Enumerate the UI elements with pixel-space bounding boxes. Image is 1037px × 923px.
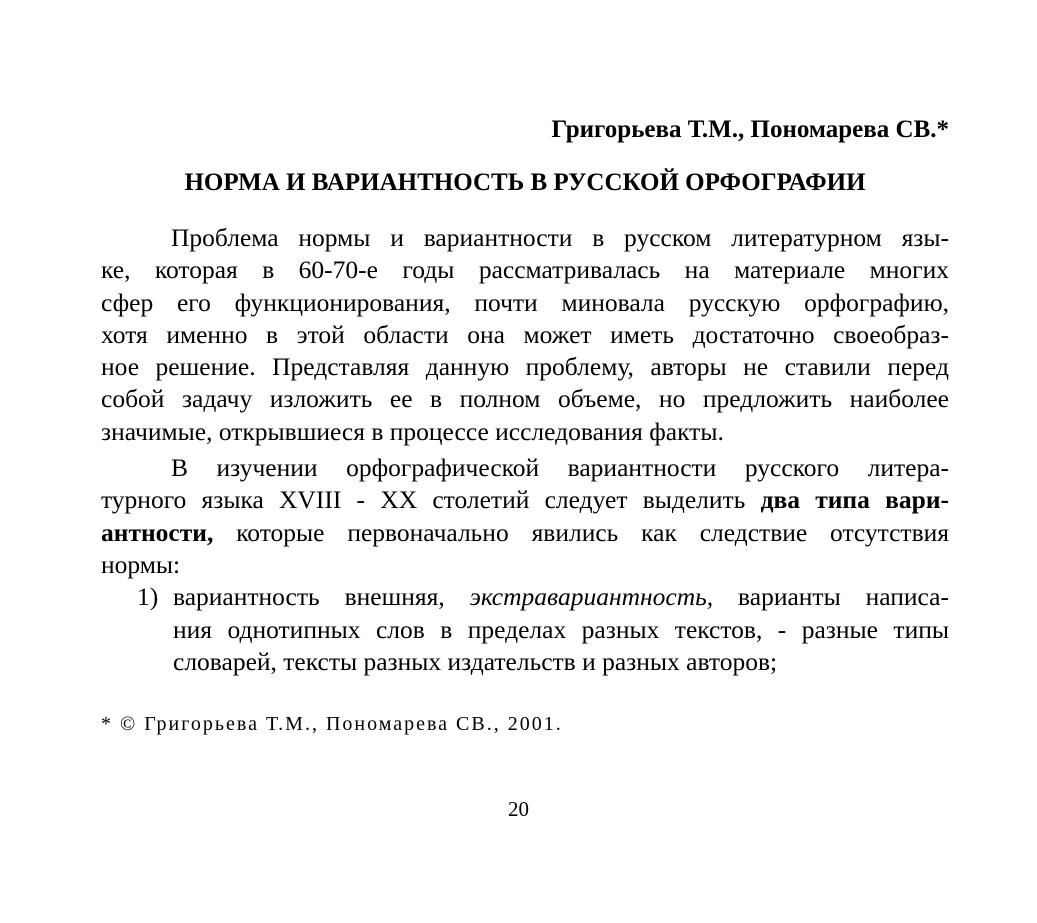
paragraph-line	[101, 484, 949, 516]
plain-text: вариантность внешняя,	[173, 582, 470, 612]
paragraph-line: сфер его функционирования, почти миновала русскую орфографию,	[101, 287, 949, 317]
list-item-1	[101, 581, 949, 678]
paragraph-line: собой задачу изложить ее в полном объеме, но предложить наиболее	[101, 384, 949, 414]
list-number: 1)	[137, 582, 159, 612]
bold-term: антности,	[101, 517, 214, 547]
plain-text: турного языка XVIII - XX столетий следует выделить	[101, 485, 761, 515]
page-number: 20	[508, 797, 529, 821]
authors-line: Григорьева Т.М., Пономарева СВ.*	[551, 116, 949, 143]
paragraph-line: ное решение. Представляя данную проблему, авторы не ставили перед	[101, 352, 949, 382]
list-line	[101, 581, 949, 613]
paragraph-1	[101, 222, 949, 448]
list-line: ния однотипных слов в пределах разных текстов, - разные типы	[173, 614, 949, 644]
italic-term: экстравариантность,	[469, 582, 714, 612]
bold-term: два типа вари-	[760, 485, 950, 515]
paragraph-line: хотя именно в этой области она может иметь достаточно своеобраз-	[101, 319, 949, 349]
article-body	[101, 222, 949, 678]
paragraph-line: В изучении орфографической вариантности русского литера-	[171, 453, 949, 483]
paragraph-line: ке, которая в 60-70-е годы рассматривалась на материале многих	[101, 255, 949, 285]
paragraph-line: нормы:	[101, 549, 181, 579]
article-title: НОРМА И ВАРИАНТНОСТЬ В РУССКОЙ ОРФОГРАФИИ	[184, 169, 866, 196]
footnote: * © Григорьева Т.М., Пономарева СВ., 2001.	[101, 713, 563, 735]
list-line: словарей, тексты разных издательств и разных авторов;	[173, 646, 778, 676]
paragraph-line: Проблема нормы и вариантности в русском литературном язы-	[171, 223, 949, 252]
paragraph-line: значимые, открывшиеся в процессе исследования факты.	[101, 416, 724, 446]
plain-text: варианты написа-	[713, 582, 949, 612]
paragraph-2	[101, 452, 949, 581]
plain-text: которые первоначально явились как следствие отсутствия	[213, 517, 949, 547]
paragraph-line	[101, 517, 949, 549]
